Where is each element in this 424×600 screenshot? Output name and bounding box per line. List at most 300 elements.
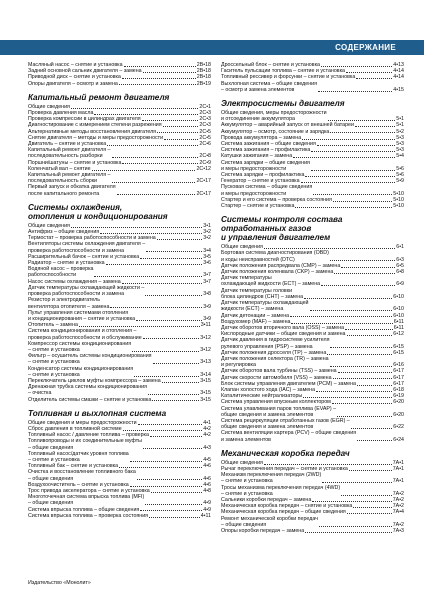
toc-page-number: 6•17 <box>393 380 404 387</box>
dot-leader <box>302 139 395 140</box>
toc-page-number: 7А•2 <box>392 521 404 528</box>
toc-entry-text: Трос привода акселератора – снятие и установка <box>28 487 150 494</box>
dot-leader <box>136 320 202 321</box>
toc-entry-text: Отделитель системы смазки – снятие и установка <box>28 396 152 403</box>
dot-leader <box>351 428 393 429</box>
dot-leader <box>94 114 198 115</box>
toc-entry-text: Ремонт механической коробки передач – общие сведения <box>221 515 318 528</box>
toc-page-number: 2С•3 <box>199 122 211 129</box>
dot-leader <box>330 132 395 133</box>
dot-leader <box>117 194 196 195</box>
toc-page-number: 3•4 <box>203 247 211 254</box>
toc-page-number: 7А•3 <box>392 528 404 534</box>
toc-entry[interactable] <box>28 147 211 159</box>
toc-entry[interactable] <box>221 184 404 196</box>
dot-leader <box>130 461 203 462</box>
toc-entry[interactable] <box>221 288 404 300</box>
toc-entry-text: Водяной насос – проверка работоспособности <box>28 266 94 279</box>
toc-page-number: 6•10 <box>393 293 404 300</box>
toc-entry-text: Общие сведения и меры предосторожности <box>28 419 137 426</box>
toc-entry-text: Топливный насос / давление топлива – проверка <box>28 432 149 439</box>
toc-entry-text: Система впрыска топлива – общие сведения <box>28 506 140 513</box>
toc-entry[interactable] <box>221 203 404 209</box>
toc-entry[interactable] <box>28 513 211 519</box>
dot-leader <box>357 385 392 386</box>
toc-entry-text: Система зарядки – профилактика <box>221 172 305 179</box>
toc-page-number: 5•1 <box>396 122 404 129</box>
toc-entry-text: Радиатор – снятие и установка <box>28 260 105 267</box>
toc-page-number: 3•11 <box>200 322 211 329</box>
toc-entry-text: Система зажигания – профилактика <box>221 147 311 154</box>
toc-entry[interactable] <box>28 285 211 297</box>
toc-page-number: 5•9 <box>396 178 404 185</box>
toc-entry[interactable] <box>28 451 211 463</box>
toc-entry[interactable] <box>221 160 404 172</box>
toc-entry[interactable] <box>221 337 404 349</box>
toc-entry-text: Система рециркуляции отработанных газов (EGR) – общие сведения и замена элементов <box>221 417 350 431</box>
toc-entry[interactable] <box>221 275 404 287</box>
toc-entry[interactable] <box>221 485 404 497</box>
dot-leader <box>355 126 395 127</box>
toc-entry-text: Пусковая система – общие сведения и меры предосторожности <box>221 184 313 197</box>
toc-entry-text: Каталитические нейтрализаторы <box>221 393 303 400</box>
toc-page-number: 3•9 <box>203 315 211 322</box>
toc-page-number: 4•2 <box>203 432 211 439</box>
dot-leader <box>305 176 395 177</box>
toc-entry-text: Датчик скорости автомобиля (VSS) – замена <box>221 374 332 381</box>
publisher-footer: Издательство «Монолит» <box>28 580 91 586</box>
toc-entry-text: Термостат – проверка работоспособности и замена <box>28 235 156 242</box>
toc-page-number: 6•11 <box>393 324 404 331</box>
toc-entry[interactable] <box>221 516 404 528</box>
toc-entry[interactable] <box>28 397 211 403</box>
toc-page-number: 7А•4 <box>392 509 404 516</box>
dot-leader <box>313 194 392 195</box>
toc-page-number: 2С•17 <box>196 178 211 185</box>
dot-leader <box>71 108 199 109</box>
dot-leader <box>130 486 202 487</box>
dot-leader <box>337 416 392 417</box>
toc-block <box>28 62 211 87</box>
toc-page-number: 5•2 <box>396 128 404 135</box>
toc-page-number: 3•5 <box>203 253 211 260</box>
toc-entry-text: Датчик температуры головки блока цилиндров (CHT) – замена <box>221 287 304 300</box>
toc-page-number: 4•14 <box>393 74 404 81</box>
toc-page-number: 3•1 <box>203 222 211 229</box>
toc-page-number: 6•22 <box>393 424 404 431</box>
toc-entry-text: Датчик положения дросселя (TP) – замена <box>221 349 327 356</box>
toc-entry-text: Многоточечная система впрыска топлива (MFI) – общие сведения <box>28 494 145 507</box>
dot-leader <box>293 157 395 158</box>
toc-entry-text: Выхлопная система – общие сведения – осмотр и замена элементов <box>221 80 317 93</box>
toc-page-number: 4•6 <box>203 475 211 482</box>
dot-leader <box>312 501 391 502</box>
toc-page-number: 6•24 <box>393 436 404 443</box>
toc-entry[interactable] <box>221 81 404 93</box>
dot-leader <box>112 182 196 183</box>
toc-page-number: 7А•2 <box>392 496 404 503</box>
toc-page-number: 4•15 <box>393 86 404 93</box>
toc-entry[interactable] <box>221 110 404 122</box>
toc-entry-text: Отопитель – замена <box>28 322 78 329</box>
toc-entry-text: Общие сведения <box>221 459 263 466</box>
toc-entry-text: Антифриз – общие сведения <box>28 229 100 236</box>
toc-entry[interactable] <box>28 297 211 309</box>
toc-page-number: 5•4 <box>396 153 404 160</box>
toc-entry[interactable] <box>28 310 211 322</box>
toc-page-number: 6•12 <box>393 331 404 338</box>
toc-entry-text: Первый запуск и обкатка двигателя после капитального ремонта <box>28 184 116 197</box>
dot-leader <box>353 507 391 508</box>
dot-leader <box>322 482 391 483</box>
dot-leader <box>316 391 392 392</box>
dot-leader <box>349 470 392 471</box>
toc-section <box>221 449 404 534</box>
dot-leader <box>153 363 200 364</box>
toc-page-number: 3•14 <box>200 371 211 378</box>
toc-entry-text: Капитальный ремонт двигателя – последовательность разборки <box>28 147 111 160</box>
toc-entry-text: Двигатель – снятие и установка <box>28 141 107 148</box>
toc-entry-text: Тросы механизма переключения передач (4WD) – снятие и установка <box>221 484 341 497</box>
toc-page-number: 3•2 <box>203 235 211 242</box>
toc-section <box>28 409 211 519</box>
toc-entry-text: Снятие двигателя – методы и меры предосторожности <box>28 134 164 141</box>
toc-page-number: 7А•1 <box>392 459 404 466</box>
dot-leader <box>112 157 199 158</box>
dot-leader <box>327 354 392 355</box>
toc-entry-text: Датчик положения коленвала (CKP) – замена <box>221 269 334 276</box>
toc-entry-text: Диагностирование с измерением степени разрежения <box>28 122 162 129</box>
toc-entry[interactable] <box>28 469 211 481</box>
toc-page-number: 6•10 <box>393 306 404 313</box>
toc-entry[interactable] <box>221 418 404 430</box>
dot-leader <box>140 510 202 511</box>
toc-page-number: 3•15 <box>200 396 211 403</box>
toc-page-number: 6•17 <box>393 374 404 381</box>
toc-entry-text: Стартер – снятие и установка <box>221 203 295 210</box>
dot-leader <box>124 66 196 67</box>
toc-page-number: 4•6 <box>203 463 211 470</box>
toc-page-number: 3•13 <box>200 359 211 366</box>
dot-leader <box>92 170 196 171</box>
toc-page-number: 3•15 <box>200 390 211 397</box>
dot-leader <box>123 430 203 431</box>
dot-leader <box>100 233 202 234</box>
toc-page-number: 7А•1 <box>392 478 404 485</box>
dot-leader <box>164 139 198 140</box>
dot-leader <box>163 126 199 127</box>
dot-leader <box>264 464 392 465</box>
toc-page-number: 7А•1 <box>392 465 404 472</box>
section-title: Механическая коробка передач <box>221 448 350 458</box>
toc-entry-text: Система управления впускным коллектором <box>221 399 331 406</box>
toc-page-number: 6•3 <box>396 256 404 263</box>
section-title: Системы охлаждения, отопления и кондиционирования <box>28 202 168 221</box>
dot-leader <box>148 394 199 395</box>
dot-leader <box>321 285 395 286</box>
toc-page-number: 5•3 <box>396 147 404 154</box>
toc-page-number: 5•3 <box>396 141 404 148</box>
dot-leader <box>310 310 393 311</box>
toc-page-number: 6•9 <box>396 281 404 288</box>
dot-leader <box>356 78 392 79</box>
toc-page-number: 2С•1 <box>199 103 211 110</box>
toc-entry-text: Датчик давления в гидросистеме усилителя рулевого управления (PSP) – замена <box>221 337 330 350</box>
toc-entry-text: Общие сведения <box>221 244 263 251</box>
dot-leader <box>94 276 202 277</box>
toc-entry-text: Переключатель циклов муфты компрессора – замена <box>28 377 161 384</box>
toc-page-number: 6•15 <box>393 349 404 356</box>
toc-page-number: 4•14 <box>393 68 404 75</box>
dot-leader <box>291 323 392 324</box>
toc-section <box>221 99 404 209</box>
dot-leader <box>321 66 392 67</box>
toc-entry-text: Очистка и восстановление топливного бака – общие сведения <box>28 469 136 482</box>
toc-page-number: 4•5 <box>203 456 211 463</box>
toc-page-number: 4•1 <box>203 419 211 426</box>
toc-page-number: 5•10 <box>393 196 404 203</box>
toc-page-number: 6•8 <box>396 269 404 276</box>
toc-page-number: 6•15 <box>393 343 404 350</box>
dot-leader <box>122 78 196 79</box>
toc-entry-text: Опоры двигателя – осмотр и замена <box>28 80 118 87</box>
toc-page-number: 2С•12 <box>196 165 211 172</box>
toc-page-number: 4•9 <box>203 500 211 507</box>
dot-leader <box>328 120 396 121</box>
dot-leader <box>137 479 202 480</box>
toc-entry-text: Расширительный бачок – снятие и установка <box>28 253 140 260</box>
toc-entry-text: Дренажная трубка системы кондиционирования – очистка <box>28 384 147 397</box>
dot-leader <box>318 91 392 92</box>
toc-entry[interactable] <box>221 250 404 262</box>
dot-leader <box>301 182 396 183</box>
toc-entry-text: Рычаг переключения передач – снятие и установка <box>221 465 348 472</box>
toc-entry-text: Датчик положения распредвала (CMP) – замена <box>221 262 341 269</box>
dot-leader <box>330 260 395 261</box>
toc-entry[interactable] <box>28 341 211 353</box>
dot-leader <box>71 227 202 228</box>
dot-leader <box>152 400 199 401</box>
toc-entry-text: Система впрыска топлива – проверка состояния <box>28 512 149 519</box>
toc-page-number: 6•20 <box>393 399 404 406</box>
section-title: Топливная и выхлопная система <box>28 408 167 418</box>
toc-entry-text: Капитальный ремонт двигателя – последовательность сборки <box>28 172 111 185</box>
dot-leader <box>330 347 392 348</box>
dot-leader <box>122 163 198 164</box>
toc-page-number: 2С•5 <box>199 128 211 135</box>
dot-leader <box>143 72 196 73</box>
dot-leader <box>143 448 202 449</box>
dot-leader <box>149 517 200 518</box>
toc-entry[interactable] <box>221 406 404 418</box>
section-title: Капитальный ремонт двигателя <box>28 92 170 102</box>
toc-page-number: 6•17 <box>393 368 404 375</box>
toc-entry-text: Воздухоочиститель – снятие и установка <box>28 481 129 488</box>
dot-leader <box>134 376 199 377</box>
toc-page-number: 4•13 <box>393 62 404 68</box>
toc-entry[interactable] <box>28 184 211 196</box>
toc-entry-text: Система вентиляции картера (PCV) – общие сведения и замена элементов <box>221 430 357 443</box>
toc-page-number: 3•2 <box>203 229 211 236</box>
dot-leader <box>150 436 202 437</box>
toc-entry[interactable] <box>28 494 211 506</box>
dot-leader <box>357 440 392 441</box>
toc-entry[interactable] <box>221 356 404 368</box>
dot-leader <box>290 316 392 317</box>
dot-leader <box>334 273 395 274</box>
toc-page-number: 2В•18 <box>196 62 211 68</box>
toc-entry-text: Датчик температуры охлаждающей жидкости (ECT) – замена <box>221 300 309 313</box>
toc-page-number: 3•7 <box>203 278 211 285</box>
toc-entry[interactable] <box>28 172 211 184</box>
toc-entry-text: Проверка компрессии в цилиндрах двигателя <box>28 116 141 123</box>
toc-entry[interactable] <box>28 266 211 278</box>
dot-leader <box>145 295 202 296</box>
toc-page-number: 2С•8 <box>199 153 211 160</box>
section-title: Электросистемы двигателя <box>221 99 345 109</box>
dot-leader <box>145 504 202 505</box>
dot-leader <box>264 248 395 249</box>
toc-entry-text: Масляный насос – снятие и установка <box>28 62 123 68</box>
toc-entry[interactable] <box>221 472 404 484</box>
dot-leader <box>143 338 200 339</box>
dot-leader <box>122 283 203 284</box>
page-title: СОДЕРЖАНИЕ <box>335 43 396 52</box>
toc-page-number: 3•7 <box>203 272 211 279</box>
toc-entry-text: Опоры коробки передач – замена <box>221 528 305 534</box>
toc-entry-text: Датчик температуры охлаждающей жидкости (ECT) – замена <box>221 275 321 288</box>
dot-leader <box>305 532 392 533</box>
toc-entry[interactable] <box>28 366 211 378</box>
dot-leader <box>110 307 202 308</box>
dot-leader <box>347 513 392 514</box>
toc-page-number: 2С•9 <box>199 159 211 166</box>
dot-leader <box>345 329 393 330</box>
toc-entry[interactable] <box>28 438 211 450</box>
dot-leader <box>119 467 202 468</box>
toc-entry-text: Дроссельный блок – снятие и установка <box>221 62 320 68</box>
dot-leader <box>106 264 203 265</box>
toc-page-number: 5•1 <box>396 116 404 123</box>
toc-entry-text: Задний основной сальник двигателя – замена <box>28 68 142 75</box>
toc-entry-text: Сальники коробки передач – замена <box>221 496 312 503</box>
dot-leader <box>157 132 198 133</box>
toc-page-number: 2В•19 <box>196 80 211 87</box>
dot-leader <box>341 267 395 268</box>
dot-leader <box>107 145 198 146</box>
dot-leader <box>146 251 202 252</box>
toc-entry-text: Альтернативные методы восстановления двигателя <box>28 128 157 135</box>
toc-page-number: 2С•3 <box>199 110 211 117</box>
toc-entry[interactable] <box>28 241 211 253</box>
toc-entry-text: Топливопроводы и их соединительные муфты – общие сведения <box>28 438 142 451</box>
dot-leader <box>319 526 392 527</box>
dot-leader <box>138 424 203 425</box>
toc-entry-text: Коленчатый вал – снятие <box>28 165 91 172</box>
toc-page-number: 4•9 <box>203 506 211 513</box>
dot-leader <box>303 397 392 398</box>
toc-entry-text: Приводной диск – снятие и установка <box>28 74 121 81</box>
toc-page-number: 3•9 <box>203 303 211 310</box>
toc-page-number: 6•20 <box>393 411 404 418</box>
toc-entry-text: Механическая коробка передач – снятие и установка <box>221 503 353 510</box>
toc-entry-text: Аккумулятор – аварийный запуск от внешней батареи <box>221 122 354 129</box>
toc-page-number: 6•1 <box>396 244 404 251</box>
toc-entry-text: Топливный рессивер и форсунки – снятие и установка <box>221 74 356 81</box>
toc-entry[interactable] <box>221 300 404 312</box>
toc-entry-text: Клапан холостого хода (IAC) – замена <box>221 386 316 393</box>
toc-entry-text: Резистор и электродвигатель вентилятора отопителя – замена <box>28 297 110 310</box>
dot-leader <box>347 335 393 336</box>
toc-entry-text: Генератор – снятие и установка <box>221 178 300 185</box>
dot-leader <box>330 366 393 367</box>
dot-leader <box>317 145 395 146</box>
toc-page-number: 3•6 <box>203 260 211 267</box>
toc-entry-text: Проверка давления масла <box>28 110 94 117</box>
toc-entry[interactable] <box>28 384 211 396</box>
toc-entry-text: Система зажигания – общие сведения <box>221 141 316 148</box>
toc-entry[interactable] <box>28 353 211 365</box>
toc-page-number: 2С•5 <box>199 134 211 141</box>
toc-entry-text: Датчик оборотов вторичного вала (OSS) – замена <box>221 324 345 331</box>
toc-entry-text: Датчик положения селектора (TR) – замена и регулировка <box>221 355 329 369</box>
toc-entry-text: Общие сведения <box>28 222 70 229</box>
section-title: Системы контроля состава отработанных газов и управления двигателем <box>221 215 343 243</box>
toc-entry[interactable] <box>221 430 404 442</box>
toc-page-number: 4•11 <box>200 512 211 519</box>
toc-page-number: 5•10 <box>393 190 404 197</box>
dot-leader <box>333 378 393 379</box>
dot-leader <box>140 258 202 259</box>
dot-leader <box>157 239 203 240</box>
toc-entry-text: Поршни/шатуны – снятие и установка <box>28 159 122 166</box>
toc-entry-text: Топливный насос/датчик уровня топлива – снятие и установка <box>28 450 129 463</box>
toc-entry-text: Механизм переключения передач (2WD) – снятие и установка <box>221 472 322 485</box>
toc-entry-text: Система зарядки – общие сведения и меры предосторожности <box>221 159 310 172</box>
toc-entry-text: Катушки зажигания – замена <box>221 153 293 160</box>
toc-page-number: 6•18 <box>393 386 404 393</box>
toc-page-number: 5•3 <box>396 134 404 141</box>
toc-entry-text: Компрессор системы кондиционирования – снятие и установка <box>28 340 132 353</box>
dot-leader <box>79 326 200 327</box>
toc-page-number: 5•10 <box>393 203 404 210</box>
toc-entry[interactable] <box>28 328 211 340</box>
dot-leader <box>311 170 395 171</box>
dot-leader <box>132 351 199 352</box>
toc-entry-text: Блок системы управления двигателем (PCM) – замена <box>221 380 356 387</box>
toc-page-number: 6•11 <box>393 318 404 325</box>
left-column <box>28 62 211 519</box>
toc-entry-text: Механическая коробка передач – общие сведения <box>221 509 346 516</box>
toc-page-number: 2С•17 <box>196 190 211 197</box>
toc-entry-text: Вентиляторы системы охлаждения двигателя – проверка работоспособности и замена <box>28 241 146 254</box>
toc-entry[interactable] <box>221 528 404 534</box>
toc-section <box>221 215 404 443</box>
toc-entry[interactable] <box>28 81 211 87</box>
toc-entry-text: Гаситель пульсации топлива – снятие и установка <box>221 68 345 75</box>
toc-page-number: 3•12 <box>200 346 211 353</box>
toc-entry-text: Топливный бак – снятие и установка <box>28 463 119 470</box>
toc-page-number: 6•10 <box>393 312 404 319</box>
toc-block <box>221 62 404 93</box>
dot-leader <box>304 298 392 299</box>
toc-entry-text: Воздухомер (MAF) – замена <box>221 318 291 325</box>
toc-page-number: 2В•18 <box>196 68 211 75</box>
toc-entry-text: Датчик температуры охлаждающей жидкости – проверка работоспособности и замена <box>28 284 145 298</box>
toc-page-number: 7А•2 <box>392 503 404 510</box>
toc-entry-text: Сброс давления в топливной системе <box>28 425 122 432</box>
toc-entry-text: Датчик детонации – замена <box>221 312 290 319</box>
